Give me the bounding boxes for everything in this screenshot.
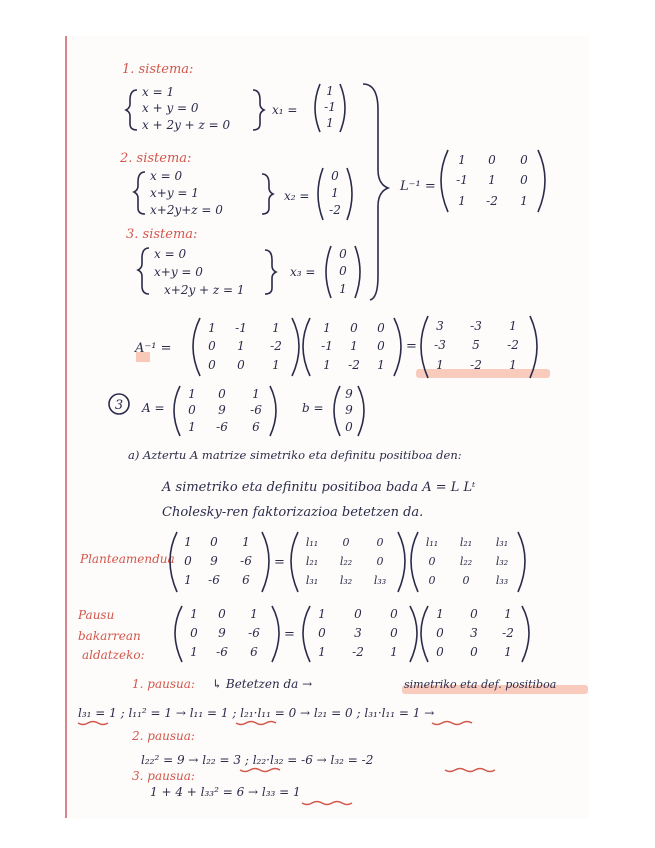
pausu-lt-cell: 3 [470,626,478,640]
plant-lt-cell: 0 [428,574,436,587]
pausu-lt-cell: 0 [436,645,444,659]
s3-vec-label: x₃ = [290,265,316,279]
ainv-m1-cell: -2 [270,339,282,353]
ainv-res-cell: 1 [509,319,517,333]
ainv-m2-cell: 1 [323,358,331,372]
s2-vec-2: -2 [329,203,341,217]
ainv-res-cell: 5 [472,338,480,352]
p3-b-cell: 9 [345,387,353,401]
plant-a-cell: 1 [242,535,250,549]
s3-vec-2: 1 [339,282,347,296]
problem-number: 3 [114,398,124,413]
pausu-a-cell: 0 [218,607,226,621]
p3-b-cell: 0 [345,420,353,434]
ainv-res-cell: -3 [470,319,482,333]
plant-a-cell: -6 [208,573,220,587]
plant-label: Planteamendua [80,552,175,566]
ainv-m2-cell: -1 [321,339,333,353]
s2-eq1: x = 0 [150,169,183,183]
pausu-l-cell: 1 [390,645,398,659]
pausu-l-cell: 0 [390,626,398,640]
ainv-m2-cell: 1 [323,321,331,335]
s1-eq3: x + 2y + z = 0 [142,118,231,132]
plant-l-cell: 0 [376,555,384,568]
ainv-m1-cell: 0 [208,358,216,372]
linv-cell: 0 [520,153,528,167]
pausu-label-1: Pausu [78,608,115,622]
pausu-a-cell: 1 [190,607,198,621]
pausu-a-cell: -6 [216,645,228,659]
p3-a-cell: -6 [250,403,262,417]
plant-l-cell: l₂₁ [305,555,319,568]
ainv-m2-cell: -2 [348,358,360,372]
pausu-lt-cell: 0 [470,607,478,621]
s1-vec-label: x₁ = [272,103,298,117]
linv-label: L⁻¹ = [400,179,436,194]
s3-title: 3. sistema: [126,227,198,242]
ainv-m1-cell: 1 [272,321,280,335]
plant-equals: = [274,555,285,570]
pausu-a-cell: 1 [250,607,258,621]
plant-lt-cell: l₂₁ [459,536,473,549]
s2-eq2: x+y = 1 [150,186,199,200]
ainv-m1-cell: 1 [272,358,280,372]
ainv-res-cell: 3 [436,319,444,333]
plant-l-cell: l₁₁ [305,536,319,549]
step2-line: l₂₂² = 9 → l₂₂ = 3 ; l₂₂·l₃₂ = -6 → l₃₂ = -2 [141,753,374,767]
p3-b-label: b = [302,401,324,415]
linv-cell: 1 [488,173,496,187]
p3-a-cell: -6 [216,420,228,434]
part-a-question: a) Aztertu A matrize simetriko eta definitu positiboa den: [128,448,462,462]
ainv-m2-cell: 0 [350,321,358,335]
s3-vec-0: 0 [339,247,347,261]
pausu-a-cell: 1 [190,645,198,659]
plant-a-cell: 0 [184,554,192,568]
plant-l-cell: l₃₁ [305,574,319,587]
s1-eq2: x + y = 0 [142,101,199,115]
pausu-l-cell: 1 [318,607,326,621]
pausu-l-cell: 0 [390,607,398,621]
plant-l-cell: l₃₂ [339,574,353,587]
s3-eq1: x = 0 [154,247,187,261]
pausu-l-cell: 3 [354,626,362,640]
plant-lt-cell: l₂₂ [459,555,473,568]
plant-a-cell: 6 [242,573,250,587]
ainv-m1-cell: 1 [208,321,216,335]
ainv-equals: = [406,339,417,354]
step1-highlight: simetriko eta def. positiboa [404,678,557,691]
p3-a-cell: 1 [252,387,260,401]
ainv-m1-cell: 0 [237,358,245,372]
s1-title: 1. sistema: [122,62,194,77]
pausu-l-cell: 1 [318,645,326,659]
plant-a-cell: 1 [184,573,192,587]
s1-eq1: x = 1 [142,85,175,99]
step3-title: 3. pausua: [132,769,195,783]
step2-title: 2. pausua: [132,729,195,743]
plant-l-cell: l₂₂ [339,555,353,568]
ainv-m1-cell: 0 [208,339,216,353]
s2-vec-0: 0 [331,169,339,183]
pausu-equals: = [284,627,295,642]
pausu-a-cell: 9 [218,626,226,640]
ainv-res-cell: 1 [436,358,444,372]
plant-l-cell: 0 [376,536,384,549]
ainv-res-cell: 1 [509,358,517,372]
s2-vec-label: x₂ = [284,189,310,203]
plant-lt-cell: 0 [462,574,470,587]
pausu-lt-cell: -2 [502,626,514,640]
plant-a-cell: -6 [240,554,252,568]
plant-lt-cell: 0 [428,555,436,568]
s1-vec-0: 1 [326,84,334,98]
step1-line: l₃₁ = 1 ; l₁₁² = 1 → l₁₁ = 1 ; l₂₁·l₁₁ = 0 → l₂₁ = 0 ; l₃₁·l₁₁ = 1 → [78,706,435,720]
pausu-lt-cell: 0 [436,626,444,640]
s2-eq3: x+2y+z = 0 [150,203,223,217]
linv-cell: 1 [520,194,528,208]
ainv-m1-cell: -1 [235,321,247,335]
p3-a-cell: 9 [218,403,226,417]
plant-l-cell: l₃₃ [373,574,387,587]
p3-a-cell: 0 [218,387,226,401]
linv-cell: -2 [486,194,498,208]
plant-lt-cell: l₁₁ [425,536,439,549]
p3-a-cell: 1 [188,387,196,401]
plant-lt-cell: l₃₃ [495,574,509,587]
linv-cell: 1 [458,194,466,208]
pausu-label-3: aldatzeko: [82,648,145,662]
pausu-l-cell: 0 [354,607,362,621]
pausu-l-cell: 0 [318,626,326,640]
step1-text: ↳ Betetzen da → [212,677,313,691]
linv-cell: 0 [520,173,528,187]
s3-vec-1: 0 [339,264,347,278]
ainv-label: A⁻¹ = [135,341,172,356]
s1-vec-2: 1 [326,116,334,130]
pausu-a-cell: 6 [250,645,258,659]
ainv-res-cell: -2 [507,338,519,352]
plant-a-cell: 1 [184,535,192,549]
pausu-a-cell: 0 [190,626,198,640]
p3-a-label: A = [142,401,165,415]
ainv-m2-cell: 1 [377,358,385,372]
pausu-label-2: bakarrean [78,629,141,643]
part-a-text-2: Cholesky-ren faktorizazioa betetzen da. [162,505,424,520]
ainv-m2-cell: 0 [377,321,385,335]
plant-a-cell: 0 [210,535,218,549]
ainv-m2-cell: 1 [350,339,358,353]
plant-l-cell: 0 [342,536,350,549]
part-a-text-1: A simetriko eta definitu positiboa bada A = L Lᵗ [162,480,476,495]
pausu-a-cell: -6 [248,626,260,640]
s2-vec-1: 1 [331,186,339,200]
linv-cell: -1 [456,173,468,187]
pausu-lt-cell: 1 [436,607,444,621]
ainv-m1-cell: 1 [237,339,245,353]
s3-eq3: x+2y + z = 1 [164,283,245,297]
ainv-res-cell: -2 [470,358,482,372]
step3-line: 1 + 4 + l₃₃² = 6 → l₃₃ = 1 [150,785,301,799]
pausu-lt-cell: 0 [470,645,478,659]
plant-lt-cell: l₃₂ [495,555,509,568]
plant-lt-cell: l₃₁ [495,536,509,549]
pausu-lt-cell: 1 [504,607,512,621]
linv-cell: 1 [458,153,466,167]
pausu-lt-cell: 1 [504,645,512,659]
p3-a-cell: 6 [252,420,260,434]
p3-a-cell: 0 [188,403,196,417]
ainv-m2-cell: 0 [377,339,385,353]
s1-vec-1: -1 [324,100,336,114]
step1-title: 1. pausua: [132,677,195,691]
s3-eq2: x+y = 0 [154,265,203,279]
p3-a-cell: 1 [188,420,196,434]
s2-title: 2. sistema: [120,151,192,166]
p3-b-cell: 9 [345,403,353,417]
ainv-res-cell: -3 [434,338,446,352]
pausu-l-cell: -2 [352,645,364,659]
linv-cell: 0 [488,153,496,167]
plant-a-cell: 9 [210,554,218,568]
